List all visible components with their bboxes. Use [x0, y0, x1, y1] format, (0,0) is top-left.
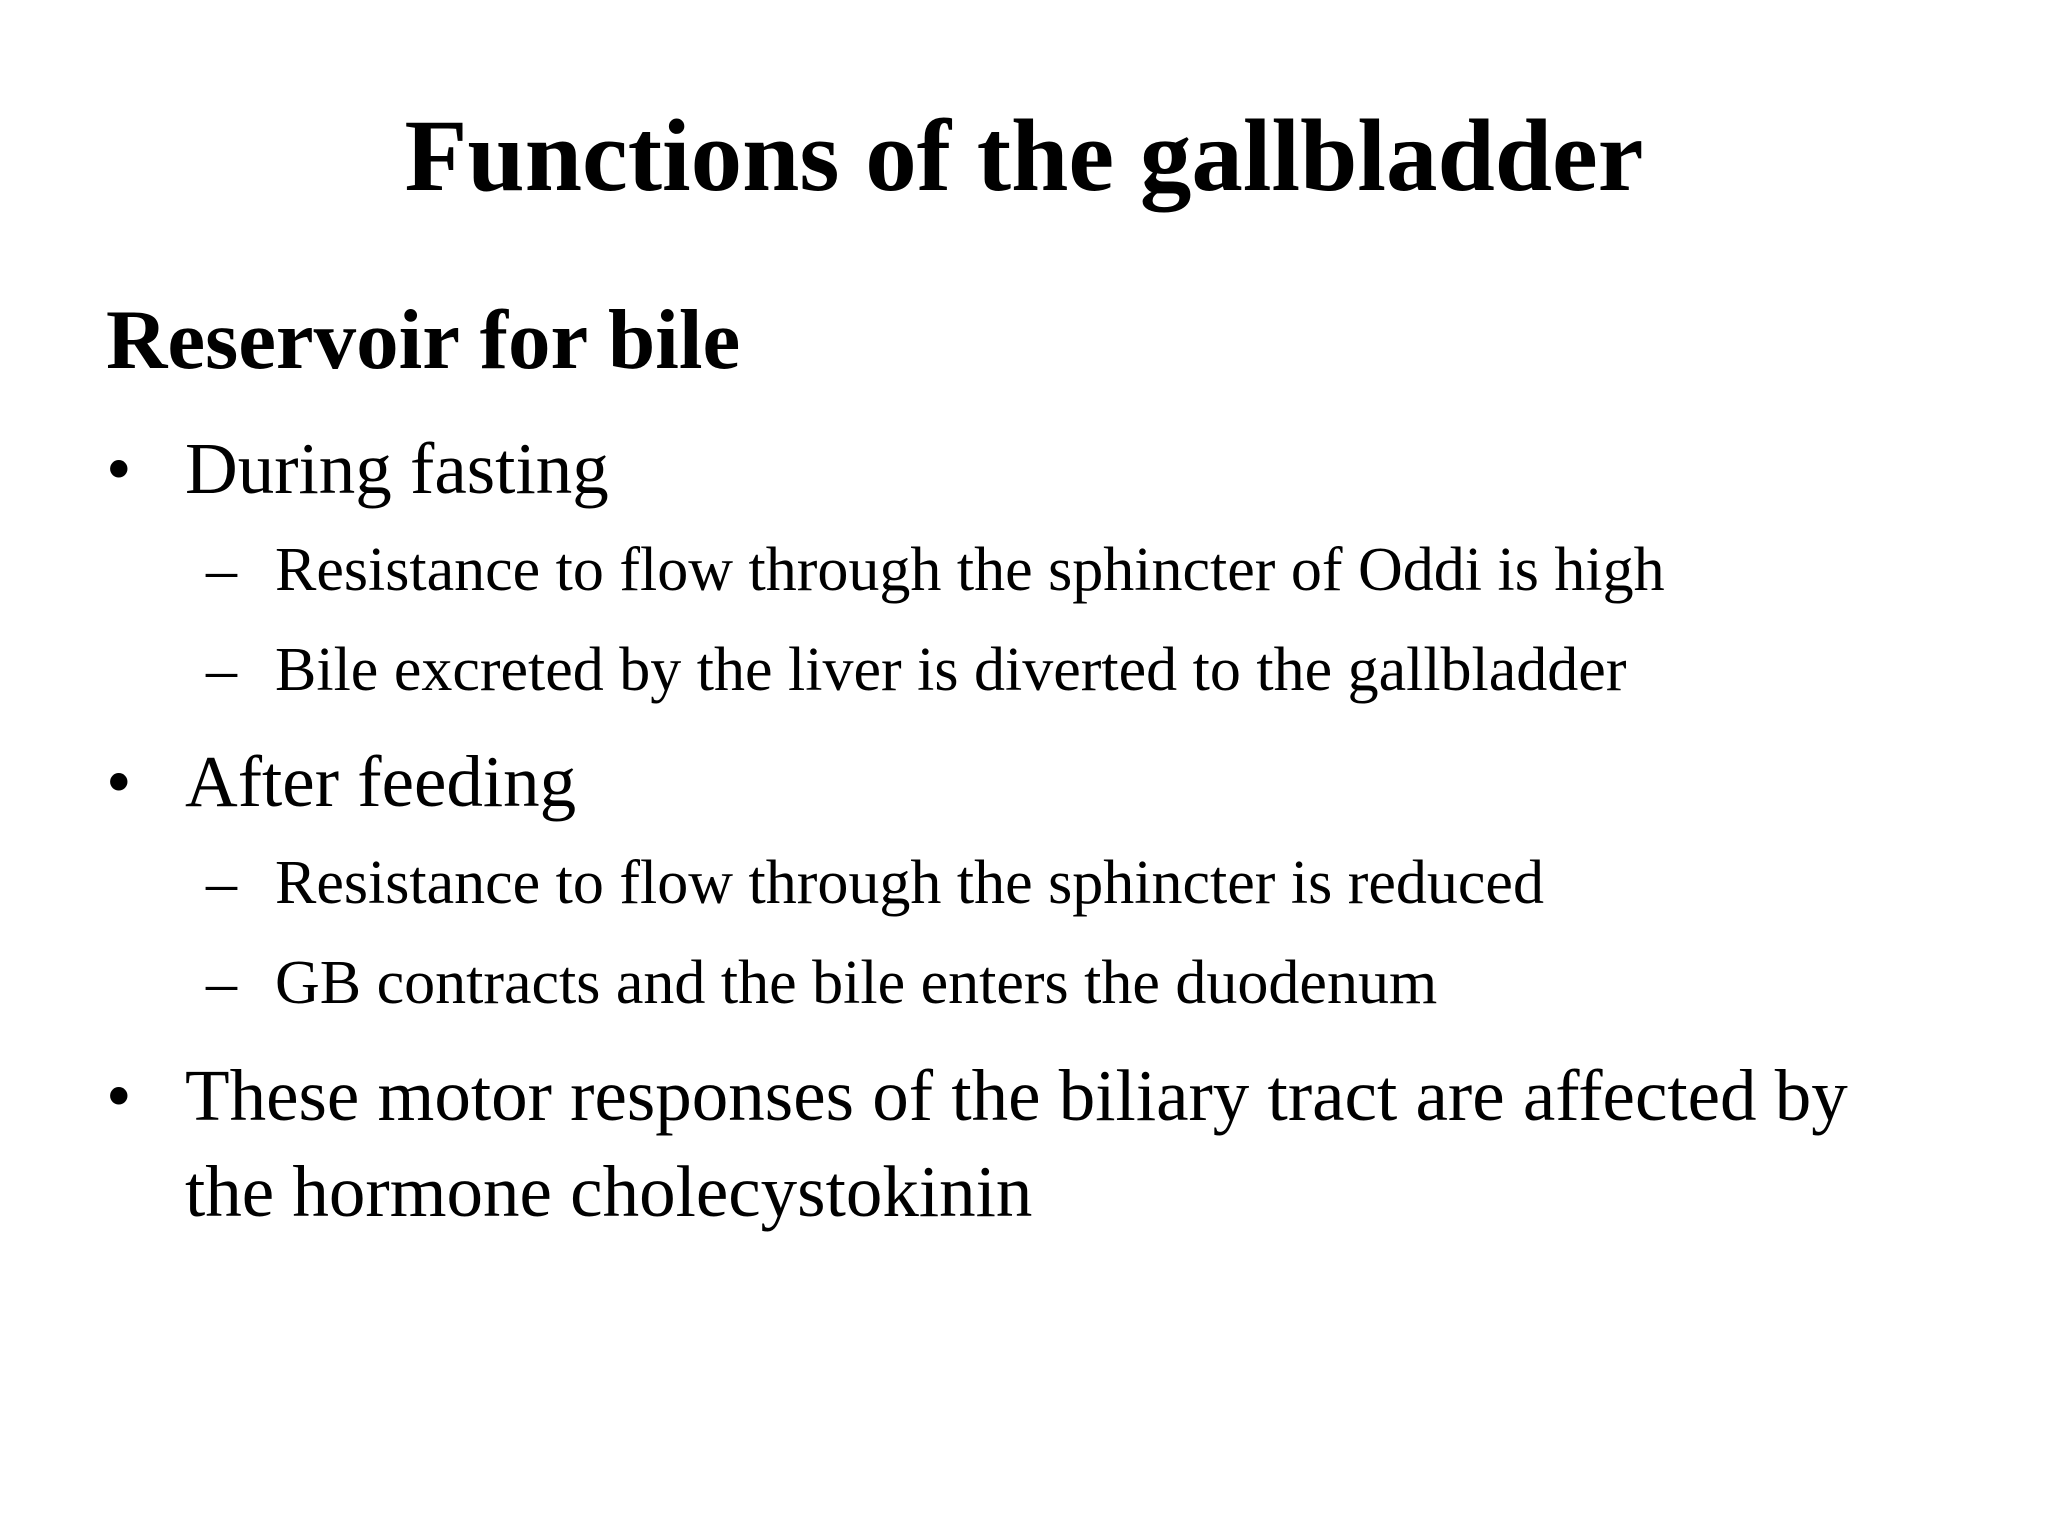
- dash-marker: –: [206, 949, 237, 1017]
- sub-item-text: GB contracts and the bile enters the duodenum: [275, 949, 1438, 1017]
- bullet-text: After feeding: [185, 741, 577, 822]
- bullet-text-line-1: These motor responses of the biliary tract are affected by: [185, 1055, 1848, 1136]
- bullet-text-line-2: the hormone cholecystokinin: [185, 1151, 1033, 1232]
- sub-item-text: Resistance to flow through the sphincter of Oddi is high: [275, 536, 1665, 604]
- sub-item-text: Resistance to flow through the sphincter is reduced: [275, 849, 1544, 917]
- dash-marker: –: [206, 849, 237, 917]
- slide-title: Functions of the gallbladder: [404, 99, 1644, 213]
- sub-item-text: Bile excreted by the liver is diverted to the gallbladder: [275, 636, 1627, 704]
- bullet-marker: •: [106, 741, 132, 822]
- dash-marker: –: [206, 636, 237, 704]
- section-heading: Reservoir for bile: [106, 293, 741, 387]
- bullet-marker: •: [106, 1055, 132, 1136]
- bullet-marker: •: [106, 428, 132, 509]
- dash-marker: –: [206, 536, 237, 604]
- bullet-text: During fasting: [185, 428, 609, 509]
